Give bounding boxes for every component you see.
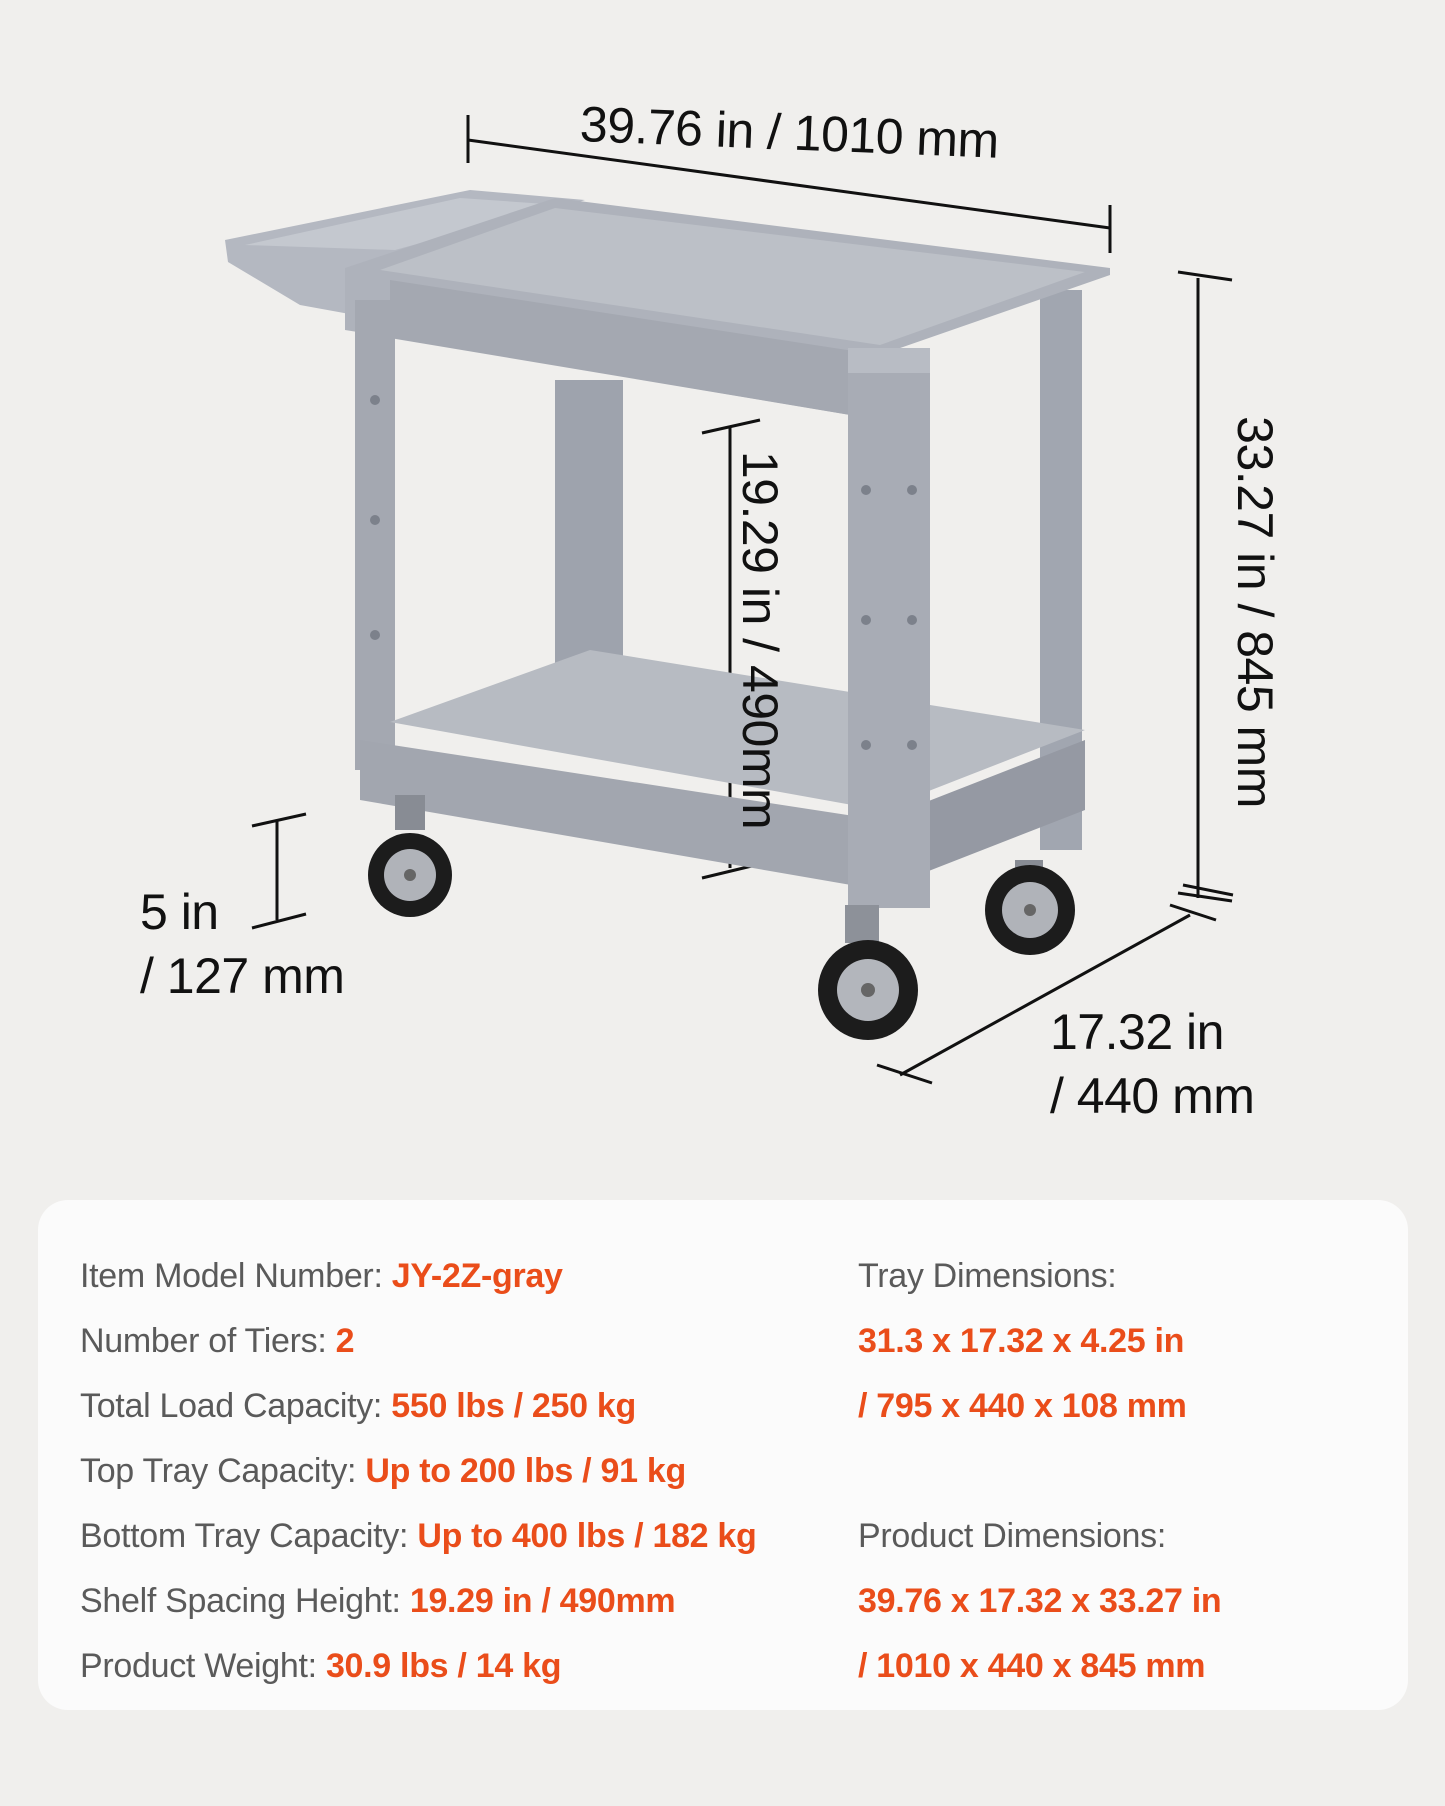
spec-label: Number of Tiers:	[80, 1322, 327, 1360]
wheel-dimension-line1: 5 in	[140, 884, 219, 940]
spec-list-left	[80, 1244, 757, 1699]
spec-row-top-tray	[80, 1439, 757, 1504]
spec-row-weight	[80, 1634, 757, 1699]
width-dimension-label: 39.76 in / 1010 mm	[578, 96, 1000, 169]
spec-row-total-load	[80, 1374, 757, 1439]
cart-drawing	[225, 190, 1110, 1040]
spec-panel	[38, 1200, 1408, 1710]
spec-value: 2	[335, 1322, 355, 1360]
spec-row-bottom-tray	[80, 1504, 757, 1569]
tray-dimensions-line2: / 795 x 440 x 108 mm	[858, 1387, 1187, 1425]
spec-label: Product Weight:	[80, 1647, 317, 1685]
spec-value: Up to 200 lbs / 91 kg	[365, 1452, 686, 1490]
depth-dimension-line1: 17.32 in	[1050, 1004, 1224, 1060]
depth-dimension-label	[1050, 1000, 1254, 1128]
spec-label: Item Model Number:	[80, 1257, 383, 1295]
spec-row-model	[80, 1244, 757, 1309]
spec-label: Total Load Capacity:	[80, 1387, 383, 1425]
spec-value: 30.9 lbs / 14 kg	[325, 1647, 562, 1685]
height-dimension-label: 33.27 in / 845 mm	[1227, 416, 1283, 808]
spec-list-right	[858, 1244, 1221, 1699]
tray-dimensions-label: Tray Dimensions:	[858, 1257, 1117, 1295]
spec-row-shelf-spacing	[80, 1569, 757, 1634]
wheel-dimension-line2: / 127 mm	[140, 948, 345, 1004]
product-dimensions-label: Product Dimensions:	[858, 1517, 1166, 1555]
spacer	[858, 1439, 1221, 1504]
product-dimensions-line2: / 1010 x 440 x 845 mm	[858, 1647, 1206, 1685]
depth-dimension-line2: / 440 mm	[1050, 1068, 1255, 1124]
spec-value: JY-2Z-gray	[391, 1257, 563, 1295]
spec-label: Shelf Spacing Height:	[80, 1582, 401, 1620]
tray-dimensions-line1: 31.3 x 17.32 x 4.25 in	[858, 1322, 1185, 1360]
shelf-spacing-dimension-label: 19.29 in / 490mm	[732, 450, 788, 830]
spec-row-tiers	[80, 1309, 757, 1374]
product-dimensions-line1: 39.76 x 17.32 x 33.27 in	[858, 1582, 1222, 1620]
spec-label: Bottom Tray Capacity:	[80, 1517, 409, 1555]
spec-label: Top Tray Capacity:	[80, 1452, 357, 1490]
wheel-dimension-label	[140, 880, 344, 1008]
spec-value: 550 lbs / 250 kg	[391, 1387, 636, 1425]
spec-value: 19.29 in / 490mm	[409, 1582, 676, 1620]
spec-value: Up to 400 lbs / 182 kg	[417, 1517, 757, 1555]
